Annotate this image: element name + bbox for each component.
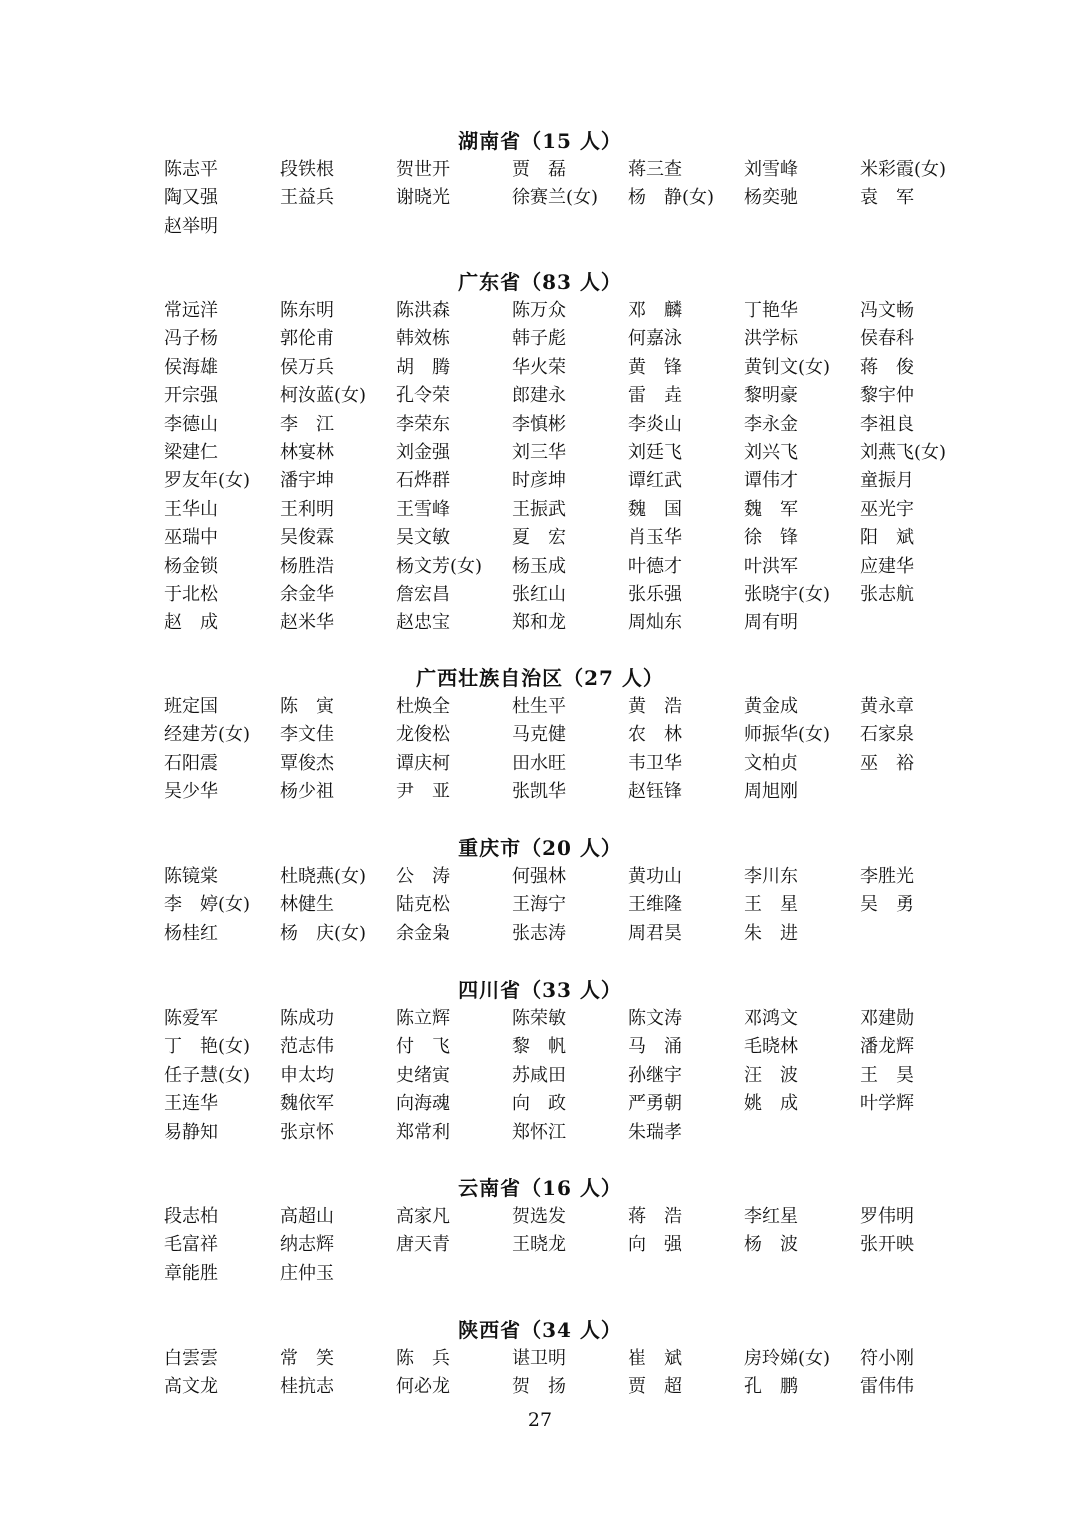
person-name: 潘宇坤 [280, 470, 334, 492]
person-name: 段铁根 [280, 159, 334, 180]
name-row [0, 1203, 1080, 1231]
person-name: 谢晓光 [396, 187, 450, 209]
person-name: 杨玉成 [512, 555, 566, 577]
person-name: 申太均 [280, 1064, 334, 1086]
name-row [0, 524, 1080, 552]
person-name: 向 强 [628, 1234, 682, 1256]
person-name: 童振月 [860, 470, 914, 492]
person-name: 张志航 [860, 584, 914, 605]
person-name: 韩效栋 [396, 328, 450, 350]
section-heading: 湖南省（15 人） [458, 129, 622, 153]
person-name: 崔 斌 [628, 1348, 682, 1369]
person-name: 潘龙辉 [860, 1036, 914, 1058]
person-name: 刘三华 [512, 442, 566, 463]
section-heading: 四川省（33 人） [458, 978, 622, 1002]
person-name: 李德山 [164, 413, 218, 435]
name-row [0, 1119, 1080, 1147]
person-name: 郑常利 [396, 1121, 450, 1143]
person-name: 邓 麟 [628, 300, 682, 321]
person-name: 郭伦甫 [280, 328, 334, 350]
person-name: 黄 锋 [628, 356, 682, 378]
person-name: 米彩霞(女) [860, 159, 947, 180]
person-name: 李文佳 [280, 724, 334, 746]
person-name: 黄钊文(女) [744, 356, 831, 378]
person-name: 魏 军 [744, 498, 798, 520]
person-name: 段志柏 [164, 1206, 218, 1227]
person-name: 贺 扬 [512, 1376, 566, 1398]
name-row [0, 863, 1080, 891]
person-name: 尹 亚 [396, 781, 450, 803]
person-name: 刘雪峰 [744, 159, 798, 180]
person-name: 高文龙 [164, 1376, 218, 1398]
person-name: 刘兴飞 [744, 442, 798, 463]
person-name: 柯汝蓝(女) [280, 385, 367, 407]
person-name: 朱 进 [744, 922, 798, 944]
name-row [0, 297, 1080, 325]
person-name: 魏依军 [280, 1093, 334, 1115]
person-name: 侯海雄 [164, 356, 218, 378]
person-name: 陈爱军 [164, 1008, 218, 1029]
name-row [0, 581, 1080, 609]
person-name: 李炎山 [628, 413, 682, 435]
person-name: 魏 国 [628, 498, 682, 520]
person-name: 李荣东 [396, 413, 450, 435]
person-name: 蒋 浩 [628, 1206, 682, 1227]
person-name: 余金枭 [396, 922, 450, 944]
person-name: 王 昊 [860, 1064, 914, 1086]
person-name: 石烨群 [396, 470, 450, 492]
person-name: 郑怀江 [512, 1121, 566, 1143]
name-row [0, 382, 1080, 410]
person-name: 范志伟 [280, 1036, 334, 1058]
person-name: 马 涌 [628, 1036, 682, 1058]
person-name: 叶学辉 [860, 1093, 914, 1115]
person-name: 陈万众 [512, 300, 566, 321]
person-name: 巫瑞中 [164, 527, 218, 549]
person-name: 吴 勇 [860, 894, 914, 916]
person-name: 李慎彬 [512, 413, 566, 435]
person-name: 贾 磊 [512, 159, 566, 180]
person-name: 刘金强 [396, 442, 450, 463]
person-name: 陈洪森 [396, 300, 450, 321]
person-name: 符小刚 [860, 1348, 914, 1369]
person-name: 王雪峰 [396, 498, 450, 520]
person-name: 冯文畅 [860, 300, 914, 321]
person-name: 徐 锋 [744, 527, 798, 549]
person-name: 陈成功 [280, 1008, 334, 1029]
person-name: 贺选发 [512, 1206, 566, 1227]
person-name: 经建芳(女) [164, 724, 251, 746]
person-name: 王晓龙 [512, 1234, 566, 1256]
name-row [0, 1005, 1080, 1033]
person-name: 王连华 [164, 1093, 218, 1115]
person-name: 师振华(女) [744, 724, 831, 746]
person-name: 王维隆 [628, 894, 682, 916]
person-name: 李祖良 [860, 413, 914, 435]
person-name: 王海宁 [512, 894, 566, 916]
person-name: 杨 静(女) [628, 187, 715, 209]
person-name: 杨金锁 [164, 555, 218, 577]
person-name: 吴文敏 [396, 527, 450, 549]
person-name: 黄功山 [628, 866, 682, 887]
person-name: 夏 宏 [512, 527, 566, 549]
person-name: 陈荣敏 [512, 1008, 566, 1029]
section-heading: 广东省（83 人） [458, 270, 622, 294]
person-name: 唐天青 [396, 1234, 450, 1256]
name-row [0, 439, 1080, 467]
section-heading: 广西壮族自治区（27 人） [416, 666, 664, 690]
person-name: 王华山 [164, 498, 218, 520]
person-name: 杨文芳(女) [396, 555, 483, 577]
person-name: 周有明 [744, 612, 798, 634]
person-name: 应建华 [860, 555, 914, 577]
person-name: 张志涛 [512, 922, 566, 944]
person-name: 侯万兵 [280, 356, 334, 378]
person-name: 杨少祖 [280, 781, 334, 803]
person-name: 纳志辉 [280, 1234, 334, 1256]
person-name: 严勇朝 [628, 1093, 682, 1115]
name-row [0, 609, 1080, 637]
name-row [0, 156, 1080, 184]
name-row [0, 1373, 1080, 1401]
person-name: 蒋三查 [628, 159, 682, 180]
person-name: 周灿东 [628, 612, 682, 634]
person-name: 韦卫华 [628, 752, 682, 774]
person-name: 章能胜 [164, 1262, 218, 1284]
person-name: 巫 裕 [860, 752, 914, 774]
person-name: 李 江 [280, 413, 334, 435]
person-name: 杨 庆(女) [280, 922, 367, 944]
name-row [0, 553, 1080, 581]
person-name: 毛富祥 [164, 1234, 218, 1256]
person-name: 邓建勋 [860, 1008, 914, 1029]
person-name: 赵忠宝 [396, 612, 450, 634]
person-name: 王利明 [280, 498, 334, 520]
name-row [0, 891, 1080, 919]
person-name: 高超山 [280, 1206, 334, 1227]
name-row [0, 411, 1080, 439]
name-row [0, 920, 1080, 948]
person-name: 雷伟伟 [860, 1376, 914, 1398]
name-row [0, 1062, 1080, 1090]
person-name: 何必龙 [396, 1376, 450, 1398]
person-name: 史绪寅 [396, 1064, 450, 1086]
person-name: 杜焕全 [396, 696, 450, 717]
person-name: 向 政 [512, 1093, 566, 1115]
person-name: 毛晓林 [744, 1036, 798, 1058]
person-name: 陈文涛 [628, 1008, 682, 1029]
person-name: 孙继宇 [628, 1064, 682, 1086]
person-name: 黄 浩 [628, 696, 682, 717]
person-name: 韩子彪 [512, 328, 566, 350]
name-row [0, 1090, 1080, 1118]
person-name: 华火荣 [512, 356, 566, 378]
person-name: 付 飞 [396, 1036, 450, 1058]
person-name: 覃俊杰 [280, 752, 334, 774]
person-name: 陈立辉 [396, 1008, 450, 1029]
person-name: 杨桂红 [164, 922, 218, 944]
person-name: 梁建仁 [164, 442, 218, 463]
person-name: 农 林 [628, 724, 682, 746]
person-name: 谭伟才 [744, 470, 798, 492]
person-name: 蒋 俊 [860, 356, 914, 378]
person-name: 侯春科 [860, 328, 914, 350]
person-name: 高家凡 [396, 1206, 450, 1227]
name-row [0, 693, 1080, 721]
person-name: 黎宇仲 [860, 385, 914, 407]
person-name: 洪学标 [744, 328, 798, 350]
person-name: 张晓宇(女) [744, 584, 831, 605]
page-number: 27 [527, 1409, 553, 1431]
person-name: 杨 波 [744, 1234, 798, 1256]
person-name: 罗友年(女) [164, 470, 251, 492]
person-name: 于北松 [164, 584, 218, 605]
person-name: 谌卫明 [512, 1348, 566, 1369]
name-row [0, 1260, 1080, 1288]
person-name: 陶又强 [164, 187, 218, 209]
name-row [0, 1033, 1080, 1061]
person-name: 李胜光 [860, 866, 914, 887]
person-name: 李红星 [744, 1206, 798, 1227]
person-name: 陈镜棠 [164, 866, 218, 887]
person-name: 杨奕驰 [744, 187, 798, 209]
person-name: 丁艳华 [744, 300, 798, 321]
person-name: 贺世开 [396, 159, 450, 180]
name-row [0, 1345, 1080, 1373]
person-name: 文柏贞 [744, 752, 798, 774]
name-row [0, 778, 1080, 806]
person-name: 时彦坤 [512, 470, 566, 492]
person-name: 赵钰锋 [628, 781, 682, 803]
person-name: 吴少华 [164, 781, 218, 803]
person-name: 开宗强 [164, 385, 218, 407]
person-name: 袁 军 [860, 187, 914, 209]
person-name: 何强林 [512, 866, 566, 887]
person-name: 陈 兵 [396, 1348, 450, 1369]
person-name: 张京怀 [280, 1121, 334, 1143]
person-name: 黄金成 [744, 696, 798, 717]
person-name: 庄仲玉 [280, 1262, 334, 1284]
person-name: 田水旺 [512, 752, 566, 774]
person-name: 周旭刚 [744, 781, 798, 803]
person-name: 余金华 [280, 584, 334, 605]
person-name: 李川东 [744, 866, 798, 887]
name-row [0, 467, 1080, 495]
section-heading: 陕西省（34 人） [458, 1318, 622, 1342]
name-row [0, 750, 1080, 778]
person-name: 石阳震 [164, 752, 218, 774]
person-name: 陈东明 [280, 300, 334, 321]
person-name: 向海魂 [396, 1093, 450, 1115]
person-name: 刘燕飞(女) [860, 442, 947, 463]
person-name: 常 笑 [280, 1348, 334, 1369]
person-name: 张开映 [860, 1234, 914, 1256]
person-name: 谭红武 [628, 470, 682, 492]
person-name: 黄永章 [860, 696, 914, 717]
name-row [0, 213, 1080, 241]
person-name: 杨胜浩 [280, 555, 334, 577]
person-name: 汪 波 [744, 1064, 798, 1086]
person-name: 任子慧(女) [164, 1064, 251, 1086]
person-name: 张红山 [512, 584, 566, 605]
person-name: 杜晓燕(女) [280, 866, 367, 887]
person-name: 叶德才 [628, 555, 682, 577]
person-name: 班定国 [164, 696, 218, 717]
person-name: 丁 艳(女) [164, 1036, 251, 1058]
name-row [0, 496, 1080, 524]
name-row [0, 721, 1080, 749]
person-name: 赵米华 [280, 612, 334, 634]
person-name: 常远洋 [164, 300, 218, 321]
person-name: 李永金 [744, 413, 798, 435]
person-name: 陈 寅 [280, 696, 334, 717]
person-name: 周君昊 [628, 922, 682, 944]
person-name: 郑和龙 [512, 612, 566, 634]
person-name: 吴俊霖 [280, 527, 334, 549]
person-name: 李 婷(女) [164, 894, 251, 916]
person-name: 朱瑞孝 [628, 1121, 682, 1143]
person-name: 胡 腾 [396, 356, 450, 378]
section-heading: 云南省（16 人） [458, 1176, 622, 1200]
person-name: 桂抗志 [280, 1376, 334, 1398]
person-name: 姚 成 [744, 1093, 798, 1115]
person-name: 巫光宇 [860, 498, 914, 520]
person-name: 赵 成 [164, 612, 218, 634]
person-name: 王振武 [512, 498, 566, 520]
person-name: 陆克松 [396, 894, 450, 916]
name-row [0, 354, 1080, 382]
person-name: 公 涛 [396, 866, 450, 887]
person-name: 阳 斌 [860, 527, 914, 549]
person-name: 孔 鹏 [744, 1376, 798, 1398]
person-name: 张凯华 [512, 781, 566, 803]
person-name: 赵举明 [164, 215, 218, 237]
person-name: 杜生平 [512, 696, 566, 717]
person-name: 叶洪军 [744, 555, 798, 577]
person-name: 林健生 [280, 894, 334, 916]
person-name: 石家泉 [860, 724, 914, 746]
person-name: 张乐强 [628, 584, 682, 605]
person-name: 刘廷飞 [628, 442, 682, 463]
person-name: 马克健 [512, 724, 566, 746]
section-heading: 重庆市（20 人） [458, 836, 622, 860]
person-name: 苏咸田 [512, 1064, 566, 1086]
person-name: 何嘉泳 [628, 328, 682, 350]
person-name: 龙俊松 [396, 724, 450, 746]
name-row [0, 184, 1080, 212]
name-row [0, 325, 1080, 353]
person-name: 陈志平 [164, 159, 218, 180]
person-name: 王 星 [744, 894, 798, 916]
person-name: 雷 垚 [628, 385, 682, 407]
person-name: 罗伟明 [860, 1206, 914, 1227]
person-name: 易静知 [164, 1121, 218, 1143]
person-name: 徐赛兰(女) [512, 187, 599, 209]
person-name: 黎 帆 [512, 1036, 566, 1058]
person-name: 郎建永 [512, 385, 566, 407]
person-name: 贾 超 [628, 1376, 682, 1398]
person-name: 林宴林 [280, 442, 334, 463]
name-row [0, 1231, 1080, 1259]
person-name: 谭庆柯 [396, 752, 450, 774]
person-name: 孔令荣 [396, 385, 450, 407]
person-name: 黎明豪 [744, 385, 798, 407]
person-name: 肖玉华 [628, 527, 682, 549]
person-name: 邓鸿文 [744, 1008, 798, 1029]
person-name: 房玲娣(女) [744, 1348, 831, 1369]
person-name: 詹宏昌 [396, 584, 450, 605]
person-name: 冯子杨 [164, 328, 218, 350]
person-name: 白雲雲 [164, 1348, 218, 1369]
person-name: 王益兵 [280, 187, 334, 209]
